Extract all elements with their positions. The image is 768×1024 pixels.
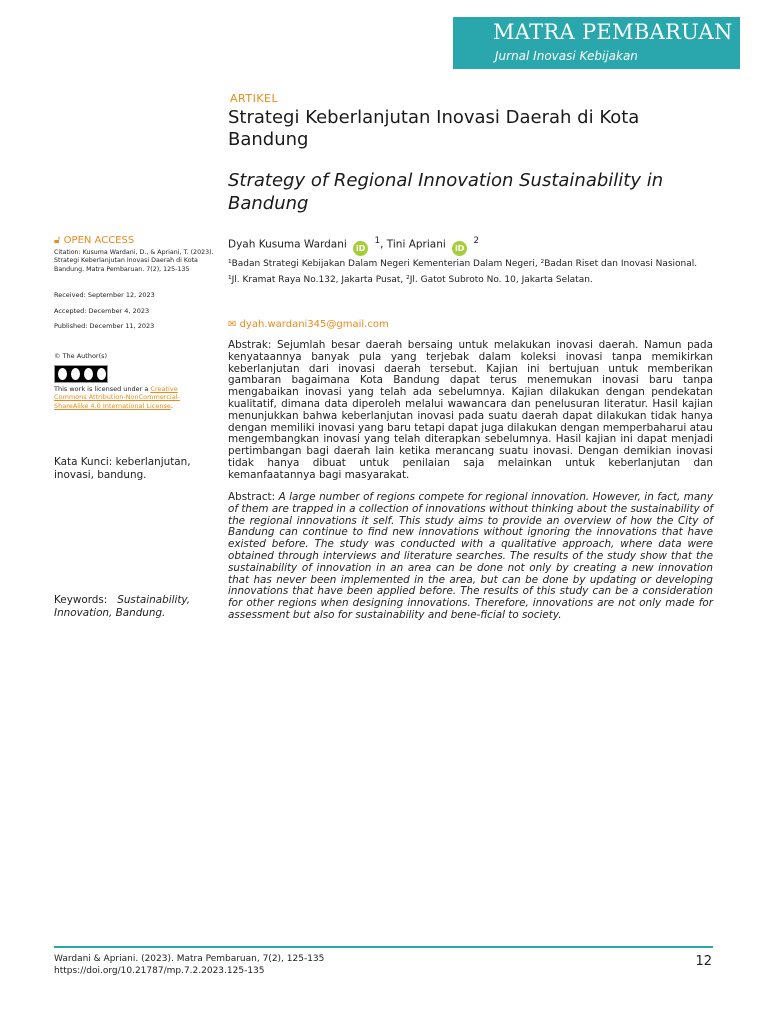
cc-license-icon[interactable] xyxy=(54,365,108,383)
email-address[interactable]: dyah.wardani345@gmail.com xyxy=(239,319,389,330)
by-person-icon xyxy=(70,367,81,381)
open-lock-icon: 🔓︎ xyxy=(54,235,61,246)
license-suffix: . xyxy=(170,401,173,410)
sa-share-icon xyxy=(96,367,107,381)
corresponding-email[interactable] xyxy=(228,319,389,330)
article-title-indonesian: Strategi Keberlanjutan Inovasi Daerah di Kota Bandung xyxy=(228,107,640,150)
footer-doi[interactable]: https://doi.org/10.21787/mp.7.2.2023.125-135 xyxy=(54,966,265,976)
abstract-text: A large number of regions compete for regional innovation. However, in fact, many of them are trapped in a collection of innovations without thinking about the sustainability of the regional innovations it self. This study aims to provide an overview of how the City of Bandung can continue to find new innovations without ignoring the innovations that have existed before. The study was conducted with a qualitative approach, where data were obtained through interviews and literature searches. The results of the study show that the sustainability of innovation in an area can be done not only by creating a new innovation that has never been implemented in the area, but can be done by updating or developing innovations that have been applied before. The results of this study can be a consideration for other regions when designing innovations. Therefore, innovations are not only made for assessment but also for sustainability and bene-ficial to society. xyxy=(228,491,714,621)
orcid-icon[interactable]: iD xyxy=(452,241,467,256)
abstract-text: Sejumlah besar daerah bersaing untuk melakukan inovasi daerah. Namun pada kenyataannya banyak pula yang terjebak dalam koleksi inovasi tanpa memikirkan keberlanjutan dari inovasi daerah tersebut. Kajian ini bertujuan untuk memberikan gambaran bagaimana Kota Bandung dapat terus menemukan inovasi baru tanpa mengabaikan inovasi yang telah ada sebelumnya. Kajian dilakukan dengan pendekatan kualitatif, dimana data diperoleh melalui wawancara dan penelusuran literatur. Hasil kajian menunjukkan bahwa keberlanjutan inovasi pada suatu daerah dapat dilakukan tidak hanya dengan memiliki inovasi yang baru tetapi dapat juga dilakukan dengan memperbaharui atau mengembangkan inovasi yang telah diterapkan sebelumnya. Hasil kajian ini dapat menjadi pertimbangan bagi daerah lain ketika merancang suatu inovasi. Dengan demikian inovasi tidak hanya dibuat untuk penilaian saja melainkan untuk keberlanjutan dan kemanfaatannya bagi masyarakat. xyxy=(228,339,713,481)
author-affiliation-mark: 1 xyxy=(374,236,381,246)
keywords-values: Sustainability, Innovation, Bandung. xyxy=(54,594,191,619)
copyright-note: © The Author(s) xyxy=(54,352,108,360)
kata-kunci-label: Kata Kunci: xyxy=(54,456,113,468)
affiliation-institutions: ¹Badan Strategi Kebijakan Dalam Negeri Kementerian Dalam Negeri, ²Badan Riset dan Inovasi Nasional. xyxy=(228,259,698,269)
footer-citation-text: Wardani & Apriani. (2023). Matra Pembaruan, 7(2), 125-135 xyxy=(54,954,325,964)
keywords xyxy=(54,594,214,619)
footer-citation xyxy=(54,953,324,977)
abstract-label: Abstrak: xyxy=(228,339,272,351)
author-separator: , xyxy=(380,238,387,251)
nc-dollar-icon xyxy=(83,367,94,381)
affiliation-addresses: ¹Jl. Kramat Raya No.132, Jakarta Pusat, ²Jl. Gatot Subroto No. 10, Jakarta Selatan. xyxy=(228,275,593,285)
section-label: ARTIKEL xyxy=(230,92,279,105)
license-note xyxy=(54,385,204,410)
page-number: 12 xyxy=(695,954,712,969)
author-line xyxy=(228,236,479,256)
received-date: Received: September 12, 2023 xyxy=(54,291,155,299)
author-affiliation-mark: 2 xyxy=(473,236,480,246)
license-link[interactable]: Creative Commons Attribution-NonCommercial-ShareAlike 4.0 International License xyxy=(54,385,180,410)
mail-icon: ✉ xyxy=(228,319,237,330)
journal-name: MATRA PEMBARUAN xyxy=(493,20,733,44)
footer-divider xyxy=(54,946,713,948)
article-title-english: Strategy of Regional Innovation Sustainability in Bandung xyxy=(228,170,664,214)
abstract-label: Abstract: xyxy=(228,491,276,503)
kata-kunci-values: keberlanjutan, inovasi, bandung. xyxy=(54,456,191,481)
keywords-label: Keywords: xyxy=(54,594,108,606)
abstract-indonesian xyxy=(228,340,713,482)
orcid-icon[interactable]: iD xyxy=(353,241,368,256)
open-access-label: OPEN ACCESS xyxy=(63,235,135,246)
license-prefix: This work is licensed under a xyxy=(54,385,151,393)
cc-circle-icon xyxy=(57,367,68,381)
journal-subtitle: Jurnal Inovasi Kebijakan xyxy=(495,49,638,63)
author-name: Dyah Kusuma Wardani xyxy=(228,238,347,251)
abstract-english xyxy=(228,492,713,622)
accepted-date: Accepted: December 4, 2023 xyxy=(54,307,150,315)
citation-note: Citation: Kusuma Wardani, D., & Apriani, T. (2023). Strategi Keberlanjutan Inovasi Daerah di Kota Bandung. Matra Pembaruan. 7(2), 125-135 xyxy=(54,249,214,273)
published-date: Published: December 11, 2023 xyxy=(54,322,155,330)
kata-kunci xyxy=(54,456,214,481)
open-access-badge xyxy=(54,235,214,246)
journal-banner xyxy=(453,17,740,69)
author-name: Tini Apriani xyxy=(386,238,446,251)
